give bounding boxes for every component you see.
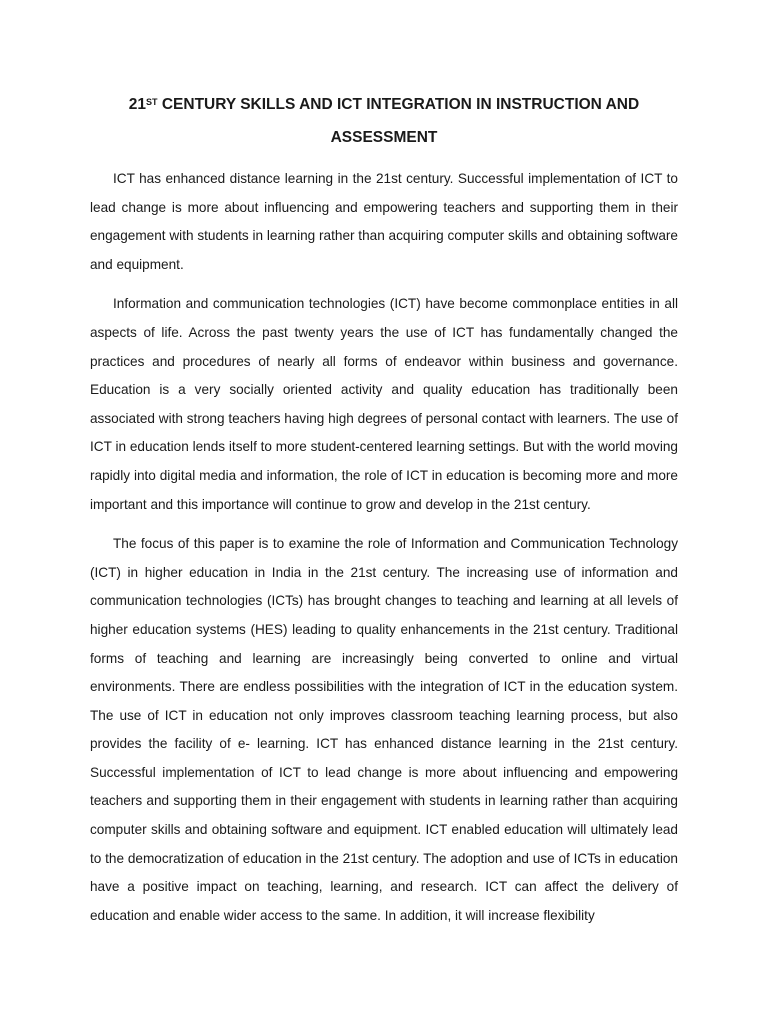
paragraph-2: Information and communication technologies (ICT) have become commonplace entities in all aspects of life. Across the past twenty years the use of ICT has fundamentally changed the practices and procedures of nearly all forms of endeavor within business and governance. Education is a very socially oriented activity and quality education has traditionally been associated with strong teachers having high degrees of personal contact with learners. The use of ICT in education lends itself to more student-centered learning settings. But with the world moving rapidly into digital media and information, the role of ICT in education is becoming more and more important and this importance will continue to grow and develop in the 21st century. [90, 296, 678, 512]
page-title [90, 88, 678, 154]
document-body [90, 165, 678, 941]
title-main: CENTURY SKILLS AND ICT INTEGRATION IN INSTRUCTION AND ASSESSMENT [157, 96, 640, 146]
paragraph-1: ICT has enhanced distance learning in the 21st century. Successful implementation of ICT to lead change is more about influencing and empowering teachers and supporting them in their engagement with students in learning rather than acquiring computer skills and obtaining software and equipment. [90, 171, 678, 272]
title-prefix: 21 [128, 96, 147, 113]
paragraph-3: The focus of this paper is to examine the role of Information and Communication Technology (ICT) in higher education in India in the 21st century. The increasing use of information and communication technologies (ICTs) has brought changes to teaching and learning at all levels of higher education systems (HES) leading to quality enhancements in the 21st century. Traditional forms of teaching and learning are increasingly being converted to online and virtual environments. There are endless possibilities with the integration of ICT in the education system. The use of ICT in education not only improves classroom teaching learning process, but also provides the facility of e- learning. ICT has enhanced distance learning in the 21st century. Successful implementation of ICT to lead change is more about influencing and empowering teachers and supporting them in their engagement with students in learning rather than acquiring computer skills and obtaining software and equipment. ICT enabled education will ultimately lead to the democratization of education in the 21st century. The adoption and use of ICTs in education have a positive impact on teaching, learning, and research. ICT can affect the delivery of education and enable wider access to the same. In addition, it will increase flexibility [90, 536, 678, 923]
title-superscript: ST [146, 97, 158, 107]
